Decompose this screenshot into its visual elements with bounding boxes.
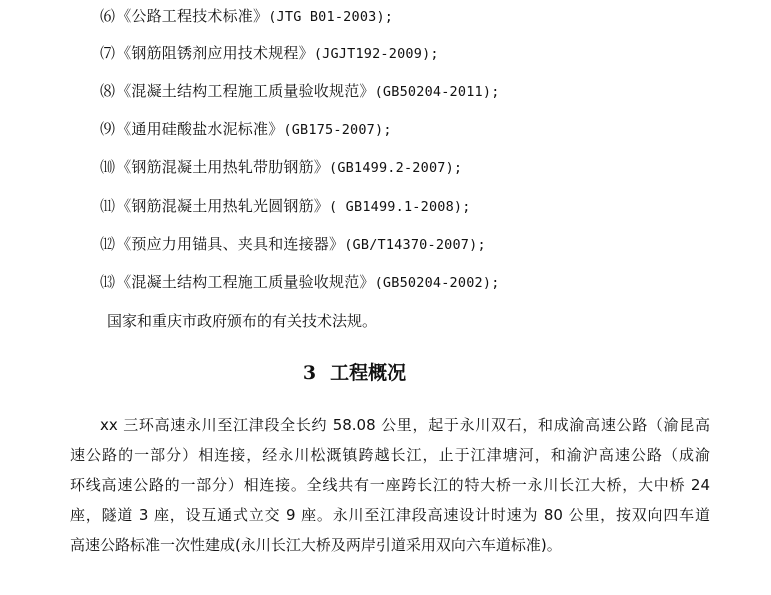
reference-number: ⑿: [100, 235, 116, 253]
reference-code: (GB/T14370-2007);: [344, 237, 486, 253]
reference-title: 《钢筋混凝土用热轧光圆钢筋》: [116, 197, 330, 215]
reference-item: [100, 157, 462, 178]
reference-title: 《混凝土结构工程施工质量验收规范》: [116, 82, 375, 100]
reference-item: [100, 196, 471, 217]
section-title: 工程概况: [330, 362, 407, 384]
section-heading: [0, 361, 771, 385]
reference-item: [100, 272, 500, 293]
reference-title: 《预应力用锚具、夹具和连接器》: [116, 235, 345, 253]
paragraph-line: 速公路的一部分）相连接，经永川松溉镇跨越长江，止于江津塘河，和渝沪高速公路（成渝: [70, 446, 710, 464]
reference-item: [100, 6, 393, 27]
reference-number: ⑽: [100, 158, 116, 176]
reference-code: (GB175-2007);: [283, 122, 392, 138]
reference-item: [100, 43, 439, 64]
reference-code: (GB50204-2011);: [374, 84, 500, 100]
reference-code: (GB1499.2-2007);: [329, 160, 463, 176]
paragraph-line: xx 三环高速永川至江津段全长约 58.08 公里，起于永川双石，和成渝高速公路（渝昆高: [100, 416, 710, 434]
regulations-note: 国家和重庆市政府颁布的有关技术法规。: [107, 312, 378, 330]
reference-title: 《通用硅酸盐水泥标准》: [116, 120, 284, 138]
reference-code: (GB50204-2002);: [374, 275, 500, 291]
reference-number: ⑾: [100, 197, 116, 215]
reference-code: (JTG B01-2003);: [268, 9, 394, 25]
reference-title: 《公路工程技术标准》: [116, 7, 269, 25]
reference-number: ⑺: [100, 44, 116, 62]
reference-number: ⑻: [100, 82, 116, 100]
reference-code: ( GB1499.1-2008);: [329, 199, 471, 215]
reference-number: ⒀: [100, 273, 116, 291]
paragraph-line: 座，隧道 3 座，设互通式立交 9 座。永川至江津段高速设计时速为 80 公里，按双向四车道: [70, 506, 710, 524]
paragraph-line: 环线高速公路的一部分）相连接。全线共有一座跨长江的特大桥一永川长江大桥，大中桥 24: [70, 476, 710, 494]
section-number: 3: [302, 362, 317, 384]
reference-item: [100, 234, 486, 255]
paragraph-line: 高速公路标准一次性建成(永川长江大桥及两岸引道采用双向六车道标准)。: [70, 536, 562, 554]
reference-title: 《钢筋混凝土用热轧带肋钢筋》: [116, 158, 330, 176]
reference-title: 《混凝土结构工程施工质量验收规范》: [116, 273, 375, 291]
reference-code: (JGJT192-2009);: [313, 46, 439, 62]
reference-number: ⑹: [100, 7, 116, 25]
reference-item: [100, 119, 392, 140]
reference-number: ⑼: [100, 120, 116, 138]
project-overview-paragraph: [70, 410, 710, 560]
reference-item: [100, 81, 500, 102]
reference-title: 《钢筋阻锈剂应用技术规程》: [116, 44, 314, 62]
